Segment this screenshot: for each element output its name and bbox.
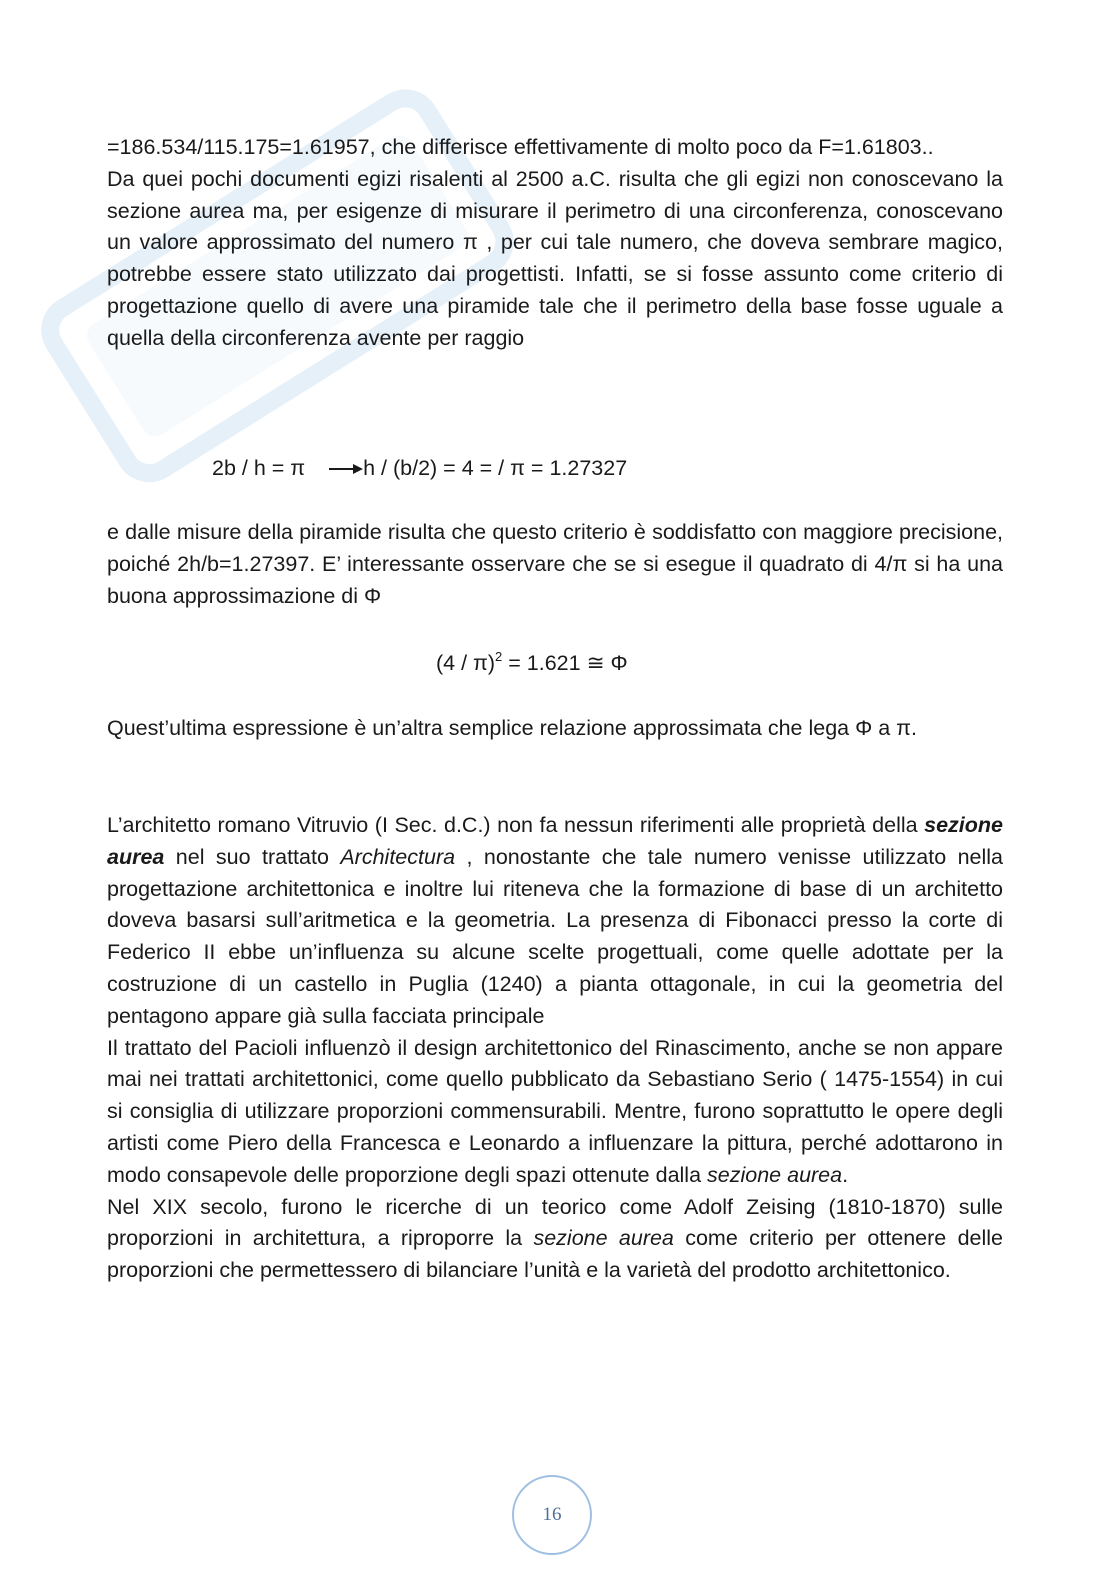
paragraph-pacioli: Il trattato del Pacioli influenzò il design architettonico del Rinascimento, anche se non appare mai nei trattati architettonici, come quello pubblicato da Sebastiano Serio ( 1475-1554) in cui si consiglia di utilizzare proporzioni commensurabili. Mentre, furono soprattutto le opere degli artisti come Piero della Francesca e Leonardo a influenzare la pittura, perché adottarono in modo consapevole delle proporzione degli spazi ottenute dalla sezione aurea. — [107, 1035, 1003, 1187]
right-arrow-icon — [329, 463, 363, 475]
term-sezione-aurea: sezione aurea — [707, 1162, 843, 1187]
paragraph-group-2 — [107, 517, 1003, 612]
term-sezione-aurea: sezione aurea — [107, 813, 1003, 869]
equation-right: h / (b/2) = 4 = / π = 1.27327 — [363, 456, 628, 480]
page-number: 16 — [542, 1504, 562, 1525]
equation-exponent: 2 — [495, 649, 503, 664]
term-architectura: Architectura — [340, 844, 456, 869]
paragraph-ratio-result: =186.534/115.175=1.61957, che differisce effettivamente di molto poco da F=1.61803.. — [107, 135, 934, 159]
equation-result: = 1.621 ≅ Φ — [502, 651, 628, 675]
page-number-badge — [512, 1475, 592, 1555]
equation-base: (4 / π) — [436, 651, 496, 675]
equation-phi-approx — [436, 651, 628, 676]
paragraph-group-1 — [107, 132, 1003, 355]
paragraph-group-3 — [107, 713, 1003, 745]
paragraph-vitruvio: L’architetto romano Vitruvio (I Sec. d.C.) non fa nessun riferimenti alle proprietà della sezione aurea nel suo trattato Architectura , nonostante che tale numero venisse utilizzato nella progettazione architettonica e inoltre lui riteneva che la formazione di base di un architetto doveva basarsi sull’aritmetica e la geometria. La presenza di Fibonacci presso la corte di Federico II ebbe un’influenza su alcune scelte progettuali, come quelle adottate per la costruzione di un castello in Puglia (1240) a pianta ottagonale, in cui la geometria del pentagono appare già sulla facciata principale — [107, 813, 1003, 1028]
equation-pi-ratio — [212, 456, 627, 481]
paragraph-phi-pi-relation: Quest’ultima espressione è un’altra semplice relazione approssimata che lega Φ a π. — [107, 716, 917, 740]
paragraph-pyramid-criterion: e dalle misure della piramide risulta che questo criterio è soddisfatto con maggiore precisione, poiché 2h/b=1.27397. E’ interessante osservare che se si esegue il quadrato di 4/π si ha una buona approssimazione di Φ — [107, 520, 1003, 608]
term-sezione-aurea: sezione aurea — [533, 1226, 674, 1251]
paragraph-zeising: Nel XIX secolo, furono le ricerche di un teorico come Adolf Zeising (1810-1870) sulle proporzioni in architettura, a riproporre la sezione aurea come criterio per ottenere delle proporzioni che permettessero di bilanciare l’unità e la varietà del prodotto architettonico. — [107, 1194, 1003, 1283]
paragraph-egyptian-documents: Da quei pochi documenti egizi risalenti al 2500 a.C. risulta che gli egizi non conoscevano la sezione aurea ma, per esigenze di misurare il perimetro di una circonferenza, conoscevano un valore approssimato del numero π , per cui tale numero, che doveva sembrare magico, potrebbe essere stato utilizzato dai progettisti. Infatti, se si fosse assunto come criterio di progettazione quello di avere una piramide tale che il perimetro della base fosse uguale a quella della circonferenza avente per raggio — [107, 166, 1003, 350]
paragraph-group-4 — [107, 810, 1003, 1287]
equation-left: 2b / h = π — [212, 456, 306, 480]
